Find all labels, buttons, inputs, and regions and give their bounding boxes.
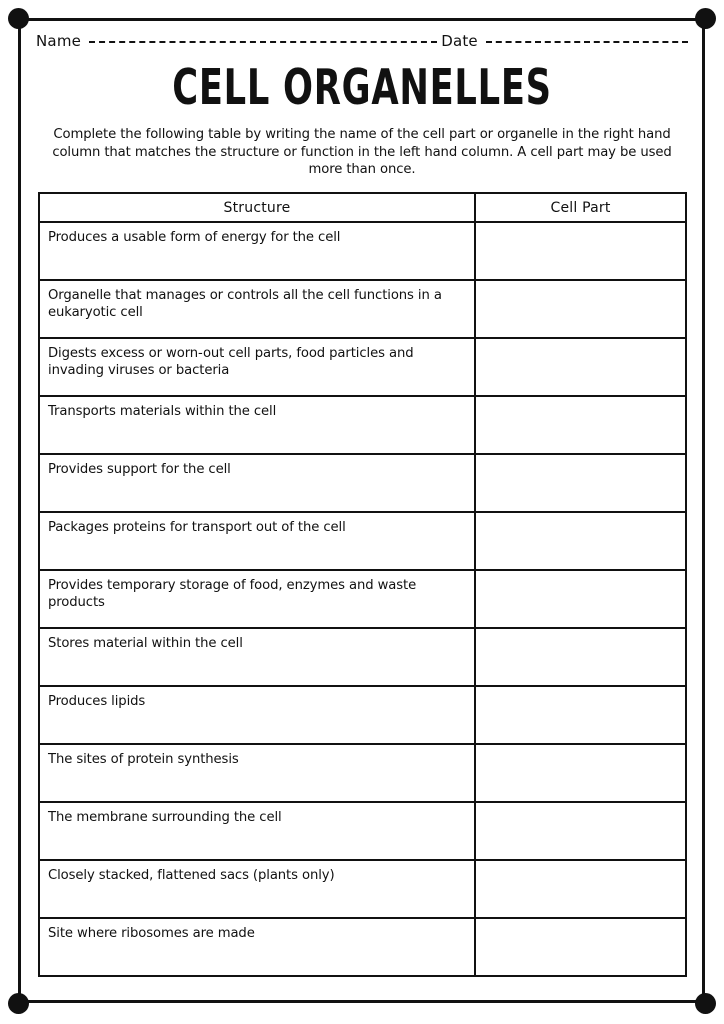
cell-part-answer-cell[interactable] <box>475 802 686 860</box>
cell-part-answer-cell[interactable] <box>475 686 686 744</box>
table-row <box>39 512 686 570</box>
table-row <box>39 628 686 686</box>
cell-part-answer-cell[interactable] <box>475 396 686 454</box>
structure-cell: The membrane surrounding the cell <box>39 802 475 860</box>
cell-part-answer-cell[interactable] <box>475 338 686 396</box>
corner-dot-top-left <box>8 8 29 29</box>
table-row <box>39 454 686 512</box>
table-row <box>39 918 686 976</box>
cell-part-answer-cell[interactable] <box>475 860 686 918</box>
name-input-line[interactable] <box>89 40 437 43</box>
structure-cell: Produces lipids <box>39 686 475 744</box>
table-row <box>39 802 686 860</box>
structure-cell: Packages proteins for transport out of the cell <box>39 512 475 570</box>
table-row <box>39 860 686 918</box>
cell-part-answer-cell[interactable] <box>475 744 686 802</box>
date-input-line[interactable] <box>486 40 688 43</box>
cell-part-answer-cell[interactable] <box>475 628 686 686</box>
table-row <box>39 744 686 802</box>
structure-cell: Provides support for the cell <box>39 454 475 512</box>
cell-part-answer-cell[interactable] <box>475 222 686 280</box>
structure-cell: Digests excess or worn-out cell parts, food particles and invading viruses or bacteria <box>39 338 475 396</box>
corner-dot-top-right <box>695 8 716 29</box>
structure-cell: The sites of protein synthesis <box>39 744 475 802</box>
table-header <box>39 193 686 222</box>
cell-organelles-table <box>38 192 687 977</box>
corner-dot-bottom-left <box>8 993 29 1014</box>
structure-cell: Site where ribosomes are made <box>39 918 475 976</box>
name-label: Name <box>36 32 82 50</box>
table-body <box>39 222 686 976</box>
corner-dot-bottom-right <box>695 993 716 1014</box>
table-row <box>39 570 686 628</box>
cell-part-answer-cell[interactable] <box>475 454 686 512</box>
page-title: CELL ORGANELLES <box>172 59 552 116</box>
date-label: Date <box>441 32 478 50</box>
table-row <box>39 686 686 744</box>
table-row <box>39 280 686 338</box>
instructions-text: Complete the following table by writing the name of the cell part or organelle in the right hand column that matches the structure or function in the left hand column. A cell part may be used more than once. <box>52 127 672 177</box>
structure-cell: Closely stacked, flattened sacs (plants only) <box>39 860 475 918</box>
structure-cell: Produces a usable form of energy for the cell <box>39 222 475 280</box>
table-header-row <box>39 193 686 222</box>
cell-part-answer-cell[interactable] <box>475 280 686 338</box>
cell-part-answer-cell[interactable] <box>475 512 686 570</box>
column-header-structure: Structure <box>39 193 475 222</box>
cell-part-answer-cell[interactable] <box>475 918 686 976</box>
table-row <box>39 338 686 396</box>
structure-cell: Organelle that manages or controls all the cell functions in a eukaryotic cell <box>39 280 475 338</box>
table-row <box>39 396 686 454</box>
name-date-row <box>36 32 688 58</box>
cell-part-answer-cell[interactable] <box>475 570 686 628</box>
structure-cell: Transports materials within the cell <box>39 396 475 454</box>
structure-cell: Provides temporary storage of food, enzymes and waste products <box>39 570 475 628</box>
structure-cell: Stores material within the cell <box>39 628 475 686</box>
column-header-cell-part: Cell Part <box>475 193 686 222</box>
table-row <box>39 222 686 280</box>
